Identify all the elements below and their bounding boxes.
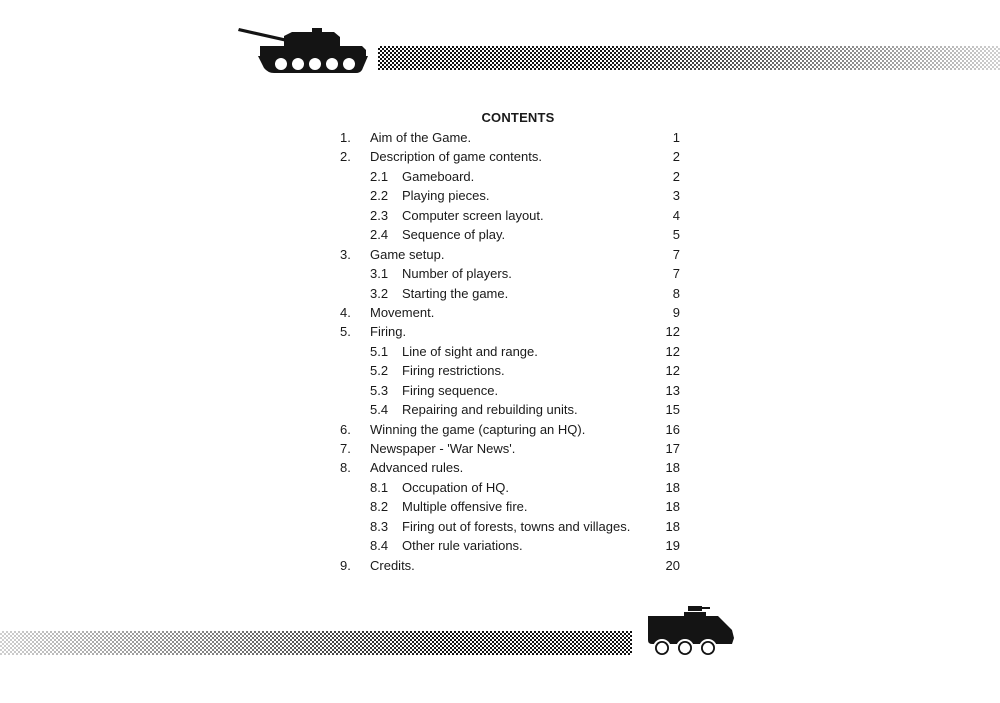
entry-label: Firing.	[370, 324, 407, 340]
contents-entry	[330, 186, 686, 205]
entry-page-number: 2	[672, 168, 680, 184]
entry-page-number: 12	[665, 324, 680, 340]
entry-label: Movement.	[370, 304, 435, 320]
entry-number: 8.3	[370, 518, 389, 534]
entry-number: 8.	[340, 460, 351, 476]
entry-page-number: 20	[665, 557, 680, 573]
entry-number: 3.1	[370, 266, 389, 282]
contents-entry	[330, 322, 686, 341]
entry-page-number: 18	[665, 518, 680, 534]
entry-page-number: 9	[672, 304, 680, 320]
entry-page-number: 12	[665, 363, 680, 379]
entry-number: 5.4	[370, 402, 389, 418]
entry-page-number: 18	[665, 460, 680, 476]
entry-page-number: 13	[665, 382, 680, 398]
entry-page-number: 3	[672, 188, 680, 204]
contents-entry	[330, 458, 686, 477]
dither-band-top	[378, 46, 1000, 70]
entry-label: Other rule variations.	[402, 538, 523, 554]
entry-label: Advanced rules.	[370, 460, 464, 476]
entry-label: Winning the game (capturing an HQ).	[370, 421, 586, 437]
entry-label: Repairing and rebuilding units.	[402, 402, 578, 418]
entry-number: 2.2	[370, 188, 389, 204]
entry-number: 8.1	[370, 479, 389, 495]
entry-number: 8.4	[370, 538, 389, 554]
entry-number: 8.2	[370, 499, 389, 515]
entry-number: 2.4	[370, 227, 389, 243]
contents-entry	[330, 342, 686, 361]
entry-number: 3.2	[370, 285, 389, 301]
contents-entry	[330, 478, 686, 497]
entry-label: Newspaper - 'War News'.	[370, 441, 516, 456]
contents-list	[330, 128, 686, 575]
contents-entry	[330, 420, 686, 439]
entry-number: 1.	[340, 130, 351, 145]
entry-label: Game setup.	[370, 246, 445, 262]
contents-entry	[330, 264, 686, 283]
entry-label: Starting the game.	[402, 285, 509, 301]
contents-entry	[330, 361, 686, 380]
entry-number: 7.	[340, 441, 351, 456]
entry-page-number: 4	[672, 207, 680, 223]
contents-entry	[330, 167, 686, 186]
entry-label: Multiple offensive fire.	[402, 499, 528, 515]
entry-page-number: 8	[672, 285, 680, 301]
entry-number: 5.	[340, 324, 351, 340]
entry-number: 4.	[340, 304, 351, 320]
entry-page-number: 18	[665, 499, 680, 515]
contents-entry	[330, 206, 686, 225]
entry-label: Line of sight and range.	[402, 343, 538, 359]
entry-label: Firing restrictions.	[402, 363, 505, 379]
contents-title: CONTENTS	[481, 110, 555, 125]
contents-entry	[330, 303, 686, 322]
armored-vehicle-icon	[644, 604, 736, 658]
contents-entry	[330, 536, 686, 555]
entry-number: 3.	[340, 246, 351, 262]
entry-page-number: 2	[672, 149, 680, 165]
entry-number: 2.3	[370, 207, 389, 223]
contents-entry	[330, 439, 686, 458]
entry-page-number: 18	[665, 479, 680, 495]
entry-page-number: 1	[672, 130, 680, 145]
tank-icon	[236, 26, 370, 76]
entry-number: 2.1	[370, 168, 389, 184]
entry-number: 2.	[340, 149, 351, 165]
contents-entry	[330, 225, 686, 244]
entry-number: 5.2	[370, 363, 389, 379]
entry-number: 9.	[340, 557, 351, 573]
contents-entry	[330, 245, 686, 264]
entry-label: Occupation of HQ.	[402, 479, 509, 495]
entry-page-number: 17	[665, 441, 680, 456]
entry-page-number: 16	[665, 421, 680, 437]
entry-label: Aim of the Game.	[370, 130, 472, 145]
contents-entry	[330, 381, 686, 400]
contents-entry	[330, 517, 686, 536]
entry-number: 6.	[340, 421, 351, 437]
entry-label: Sequence of play.	[402, 227, 506, 243]
entry-page-number: 15	[665, 402, 680, 418]
entry-label: Firing out of forests, towns and villages.	[402, 518, 631, 534]
entry-page-number: 5	[672, 227, 680, 243]
contents-entry	[330, 400, 686, 419]
entry-label: Firing sequence.	[402, 382, 499, 398]
entry-page-number: 19	[665, 538, 680, 554]
entry-label: Number of players.	[402, 266, 512, 282]
entry-number: 5.3	[370, 382, 389, 398]
entry-page-number: 7	[672, 246, 680, 262]
contents-entry	[330, 128, 686, 147]
dither-band-bottom	[0, 631, 632, 655]
contents-entry	[330, 556, 686, 575]
entry-number: 5.1	[370, 343, 389, 359]
entry-label: Credits.	[370, 557, 415, 573]
entry-page-number: 7	[672, 266, 680, 282]
entry-label: Description of game contents.	[370, 149, 542, 165]
entry-label: Playing pieces.	[402, 188, 490, 204]
contents-entry	[330, 147, 686, 166]
contents-entry	[330, 497, 686, 516]
contents-entry	[330, 284, 686, 303]
entry-label: Computer screen layout.	[402, 207, 544, 223]
entry-label: Gameboard.	[402, 168, 475, 184]
entry-page-number: 12	[665, 343, 680, 359]
